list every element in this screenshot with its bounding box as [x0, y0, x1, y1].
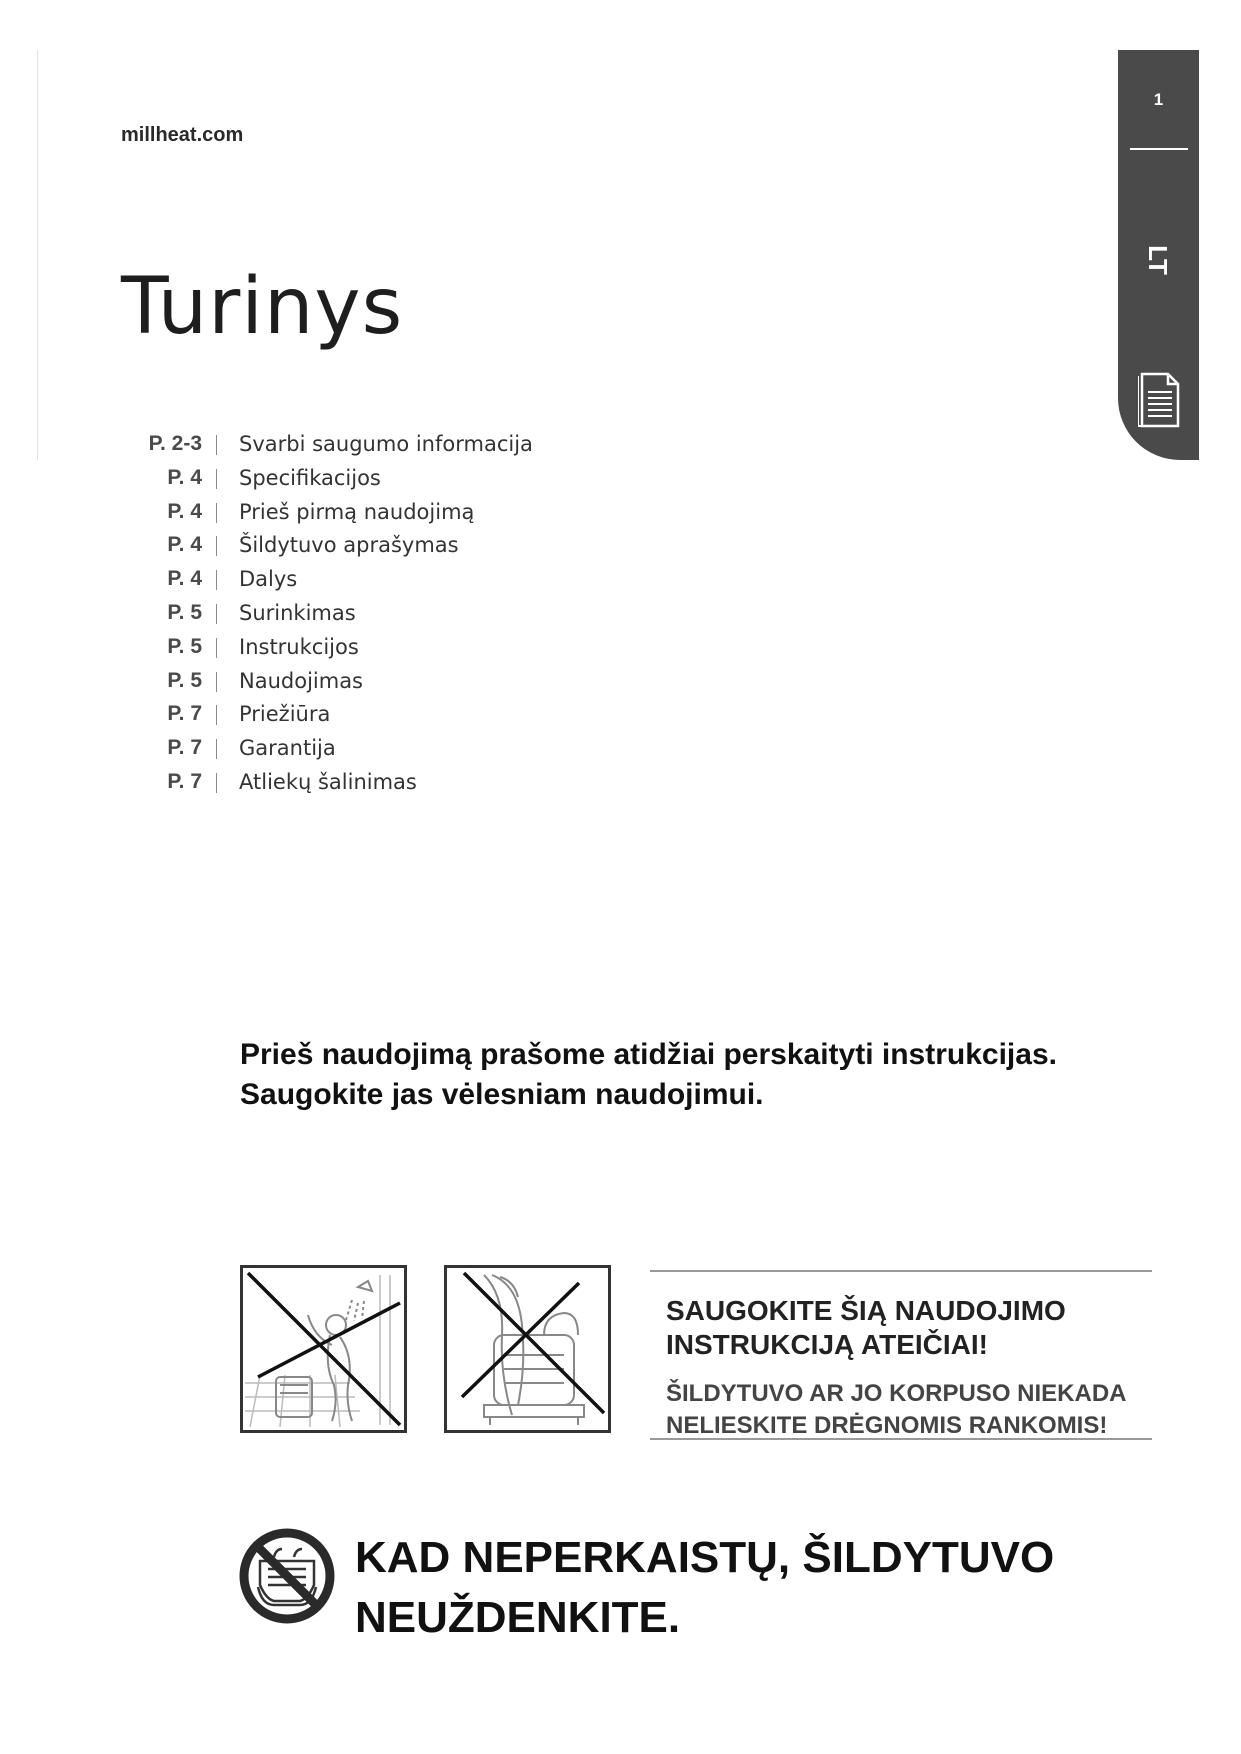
notice-line-1: Prieš naudojimą prašome atidžiai perskaityti instrukcijas.	[240, 1038, 1057, 1071]
warning-text: NELIESKITE DRĖGNOMIS RANKOMIS!	[666, 1412, 1108, 1439]
warning-text: INSTRUKCIJĄ ATEIČIAI!	[666, 1329, 988, 1360]
section-tab	[1118, 50, 1199, 460]
toc-page: P. 7	[167, 736, 202, 760]
toc-label: Šildytuvo aprašymas	[239, 533, 459, 558]
document-icon	[1138, 372, 1182, 432]
toc-row[interactable]	[110, 567, 710, 601]
toc-page: P. 4	[167, 499, 202, 523]
toc-page: P. 5	[167, 668, 202, 692]
toc-page: P. 2-3	[148, 432, 202, 455]
toc-separator	[216, 469, 217, 489]
keep-manual-warning	[666, 1294, 1066, 1362]
toc-separator	[216, 570, 217, 590]
toc-row[interactable]	[110, 432, 710, 466]
toc-row[interactable]	[110, 669, 710, 703]
toc-separator	[216, 503, 217, 523]
toc-separator	[216, 604, 217, 624]
toc-row[interactable]	[110, 770, 710, 804]
toc-label: Prieš pirmą naudojimą	[239, 499, 475, 524]
cover-warning-line-2: NEUŽDENKITE.	[355, 1593, 681, 1642]
toc-row[interactable]	[110, 500, 710, 534]
toc-page: P. 4	[167, 533, 202, 557]
toc-page: P. 4	[167, 465, 202, 489]
warning-text: ŠILDYTUVO AR JO KORPUSO NIEKADA	[666, 1380, 1127, 1407]
page-title: Turinys	[121, 262, 404, 352]
toc-separator	[216, 435, 217, 455]
margin-rule	[37, 50, 38, 460]
toc-row[interactable]	[110, 601, 710, 635]
page-number: 1	[1153, 90, 1164, 109]
wet-hands-warning	[666, 1378, 1127, 1442]
toc-row[interactable]	[110, 635, 710, 669]
toc-row[interactable]	[110, 736, 710, 770]
do-not-cover-icon	[238, 1527, 336, 1629]
read-instructions-notice	[240, 1035, 1057, 1115]
table-of-contents	[110, 432, 710, 804]
toc-label: Dalys	[239, 567, 298, 592]
toc-page: P. 5	[167, 634, 202, 658]
no-drying-clothes-icon	[444, 1265, 611, 1433]
toc-label: Garantija	[239, 736, 336, 761]
toc-row[interactable]	[110, 466, 710, 500]
toc-label: Instrukcijos	[239, 634, 359, 659]
toc-page: P. 5	[167, 600, 202, 624]
warning-text: SAUGOKITE ŠIĄ NAUDOJIMO	[666, 1295, 1066, 1326]
do-not-cover-warning	[355, 1528, 1054, 1648]
toc-separator	[216, 536, 217, 556]
toc-row[interactable]	[110, 533, 710, 567]
toc-separator	[216, 638, 217, 658]
cover-warning-line-1: KAD NEPERKAISTŲ, ŠILDYTUVO	[355, 1533, 1055, 1582]
toc-row[interactable]	[110, 702, 710, 736]
toc-separator	[216, 672, 217, 692]
safety-warning-box	[650, 1270, 1152, 1440]
toc-separator	[216, 773, 217, 793]
notice-line-2: Saugokite jas vėlesniam naudojimui.	[240, 1078, 764, 1111]
toc-page: P. 7	[167, 702, 202, 726]
no-bathroom-use-icon	[240, 1265, 407, 1433]
tab-divider	[1130, 148, 1188, 150]
toc-page: P. 4	[167, 567, 202, 591]
toc-separator	[216, 705, 217, 725]
toc-separator	[216, 739, 217, 759]
toc-label: Priežiūra	[239, 702, 331, 727]
toc-label: Specifikacijos	[239, 465, 381, 490]
toc-label: Atliekų šalinimas	[239, 769, 417, 794]
site-url[interactable]: millheat.com	[121, 124, 244, 146]
toc-label: Surinkimas	[239, 600, 356, 625]
toc-label: Naudojimas	[239, 668, 364, 693]
toc-label: Svarbi saugumo informacija	[239, 432, 533, 456]
toc-page: P. 7	[167, 769, 202, 793]
language-code: LT	[1143, 245, 1173, 275]
